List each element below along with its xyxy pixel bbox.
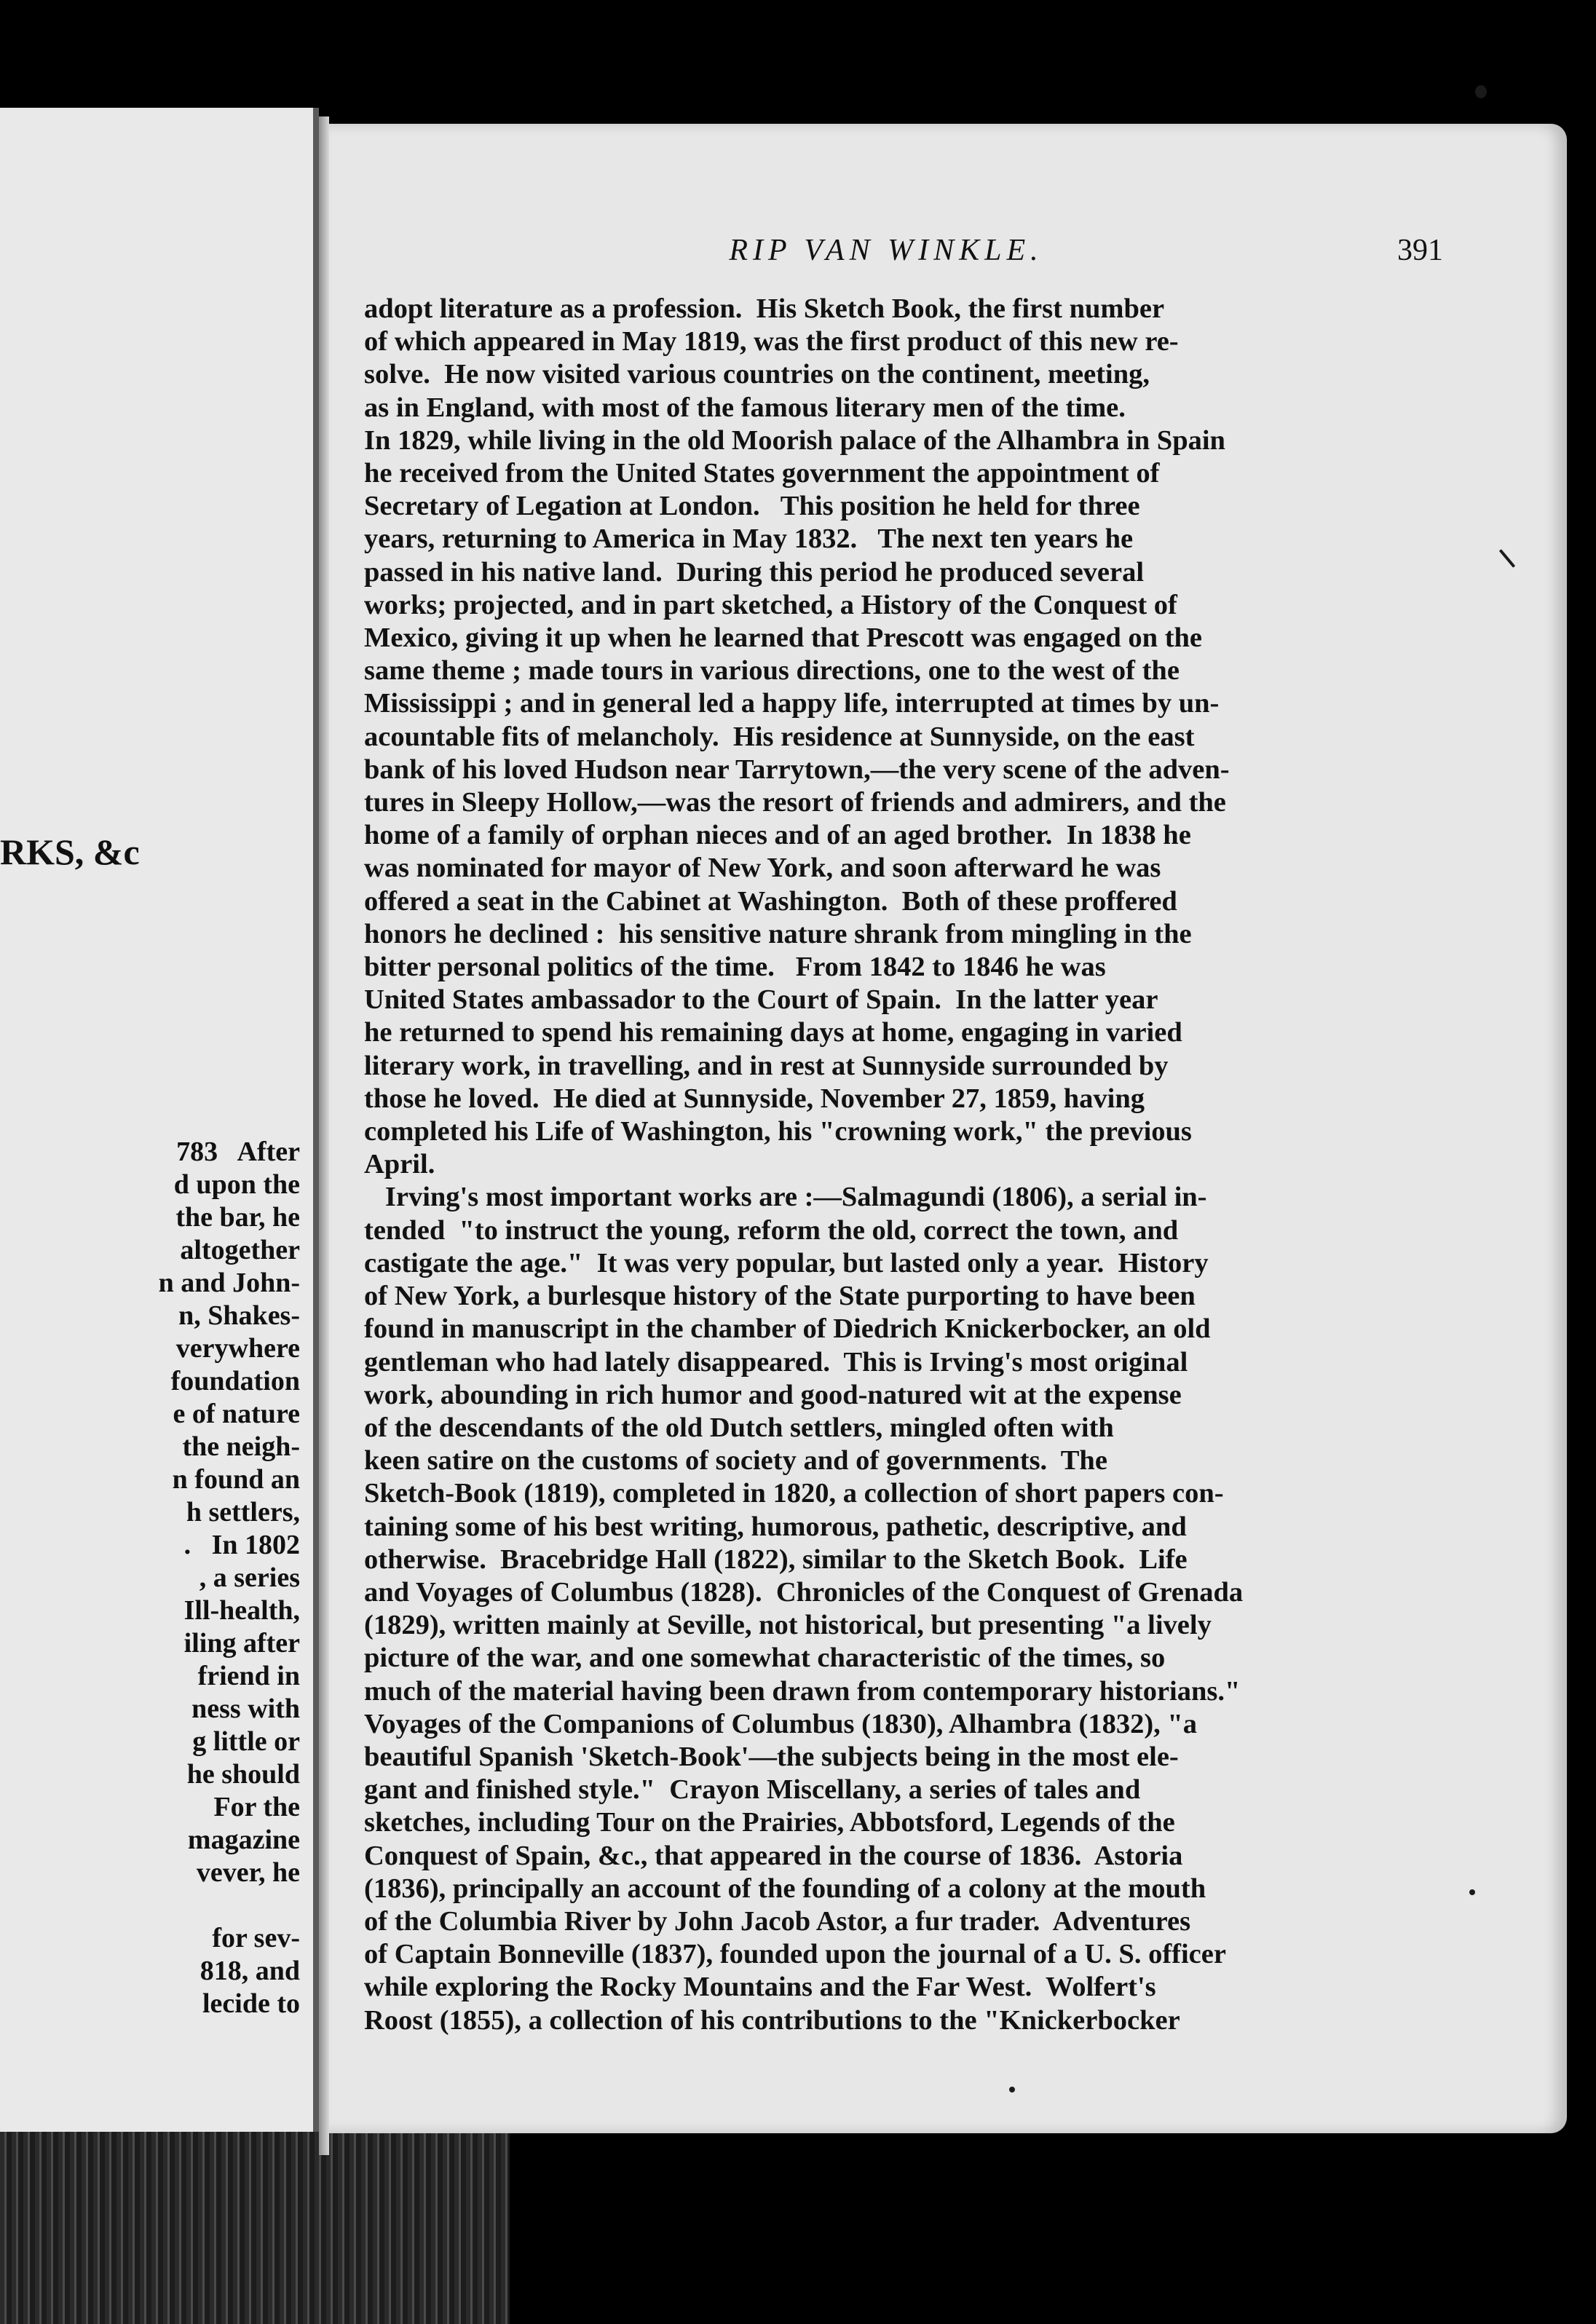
text-line: of New York, a burlesque history of the State purporting to have been xyxy=(364,1281,1196,1312)
text-line: In 1829, while living in the old Moorish palace of the Alhambra in Spain xyxy=(364,424,1225,456)
left-text-line: iling after xyxy=(183,1628,300,1659)
ink-spot xyxy=(1475,85,1487,98)
body-text xyxy=(364,293,1449,2037)
left-text-line: . In 1802 xyxy=(183,1530,300,1560)
page-number: 391 xyxy=(1397,234,1443,267)
text-line: Irving's most important works are :—Salmagundi (1806), a serial in- xyxy=(364,1182,1207,1213)
text-line: of Captain Bonneville (1837), founded upon the journal of a U. S. officer xyxy=(364,1939,1226,1970)
text-line: gant and finished style." Crayon Miscellany, a series of tales and xyxy=(364,1774,1141,1806)
text-line: honors he declined : his sensitive nature shrank from mingling in the xyxy=(364,918,1192,949)
left-text-line: d upon the xyxy=(173,1169,300,1200)
running-title: RIP VAN WINKLE. xyxy=(729,234,1043,267)
text-line: Mexico, giving it up when he learned that Prescott was engaged on the xyxy=(364,622,1203,654)
text-line: works; projected, and in part sketched, a History of the Conquest of xyxy=(364,589,1177,620)
text-line: Sketch-Book (1819), completed in 1820, a collection of short papers con- xyxy=(364,1478,1224,1509)
text-line: April. xyxy=(364,1149,435,1180)
text-line: adopt literature as a profession. His Sketch Book, the first number xyxy=(364,293,1165,324)
left-text-line: magazine xyxy=(187,1825,300,1855)
left-text-line: altogether xyxy=(173,1235,300,1265)
left-text-line: 783 After xyxy=(176,1137,300,1167)
text-line: of which appeared in May 1819, was the first product of this new re- xyxy=(364,326,1179,357)
left-text-line: the bar, he xyxy=(175,1202,300,1233)
left-text-line: For the xyxy=(213,1792,300,1822)
text-line: sketches, including Tour on the Prairies, Abbotsford, Legends of the xyxy=(364,1807,1175,1838)
text-line: much of the material having been drawn from contemporary historians." xyxy=(364,1675,1241,1707)
text-line: tures in Sleepy Hollow,—was the resort of friends and admirers, and the xyxy=(364,787,1226,818)
text-line: beautiful Spanish 'Sketch-Book'—the subjects being in the most ele- xyxy=(364,1741,1179,1772)
text-line: he returned to spend his remaining days at home, engaging in varied xyxy=(364,1017,1182,1048)
left-text-line: vever, he xyxy=(196,1857,300,1888)
text-line: while exploring the Rocky Mountains and the Far West. Wolfert's xyxy=(364,1972,1156,2003)
left-text-line: he should xyxy=(186,1759,300,1790)
left-text-line: for sev- xyxy=(212,1923,300,1953)
right-page xyxy=(329,124,1567,2133)
text-line: literary work, in travelling, and in rest at Sunnyside surrounded by xyxy=(364,1050,1169,1081)
left-text-line: h settlers, xyxy=(186,1497,300,1527)
text-line: solve. He now visited various countries on the continent, meeting, xyxy=(364,359,1150,390)
text-line: Mississippi ; and in general led a happy life, interrupted at times by un- xyxy=(364,688,1220,719)
left-page-text-fragment xyxy=(159,1136,300,2020)
left-page xyxy=(0,108,319,2132)
text-line: otherwise. Bracebridge Hall (1822), similar to the Sketch Book. Life xyxy=(364,1544,1188,1575)
left-text-line: , a series xyxy=(199,1562,300,1593)
left-text-line: n and John- xyxy=(158,1268,300,1298)
text-line: castigate the age." It was very popular, but lasted only a year. History xyxy=(364,1247,1209,1278)
left-text-line: the neigh- xyxy=(175,1431,300,1462)
text-line: of the descendants of the old Dutch settlers, mingled often with xyxy=(364,1412,1114,1443)
left-text-line: 818, and xyxy=(200,1956,300,1986)
left-text-line: g little or xyxy=(192,1726,300,1757)
left-text-line: lecide to xyxy=(202,1988,300,2019)
text-line: taining some of his best writing, humorous, pathetic, descriptive, and xyxy=(364,1511,1187,1542)
text-line: as in England, with most of the famous literary men of the time. xyxy=(364,392,1126,423)
text-line: keen satire on the customs of society and of governments. The xyxy=(364,1445,1107,1477)
left-text-line: e of nature xyxy=(173,1399,300,1429)
text-line: and Voyages of Columbus (1828). Chronicles of the Conquest of Grenada xyxy=(364,1576,1244,1608)
text-line: acountable fits of melancholy. His residence at Sunnyside, on the east xyxy=(364,721,1195,752)
text-line: passed in his native land. During this period he produced several xyxy=(364,556,1145,588)
text-line: Voyages of the Companions of Columbus (1830), Alhambra (1832), "a xyxy=(364,1708,1198,1739)
text-line: Roost (1855), a collection of his contributions to the "Knickerbocker xyxy=(364,2004,1180,2036)
text-line: he received from the United States government the appointment of xyxy=(364,458,1160,489)
ink-spot xyxy=(1009,2087,1015,2092)
text-line: tended "to instruct the young, reform the old, correct the town, and xyxy=(364,1214,1179,1246)
left-text-line: verywhere xyxy=(175,1333,300,1364)
left-text-line: foundation xyxy=(170,1366,300,1396)
page-gutter xyxy=(319,116,329,2155)
text-line: same theme ; made tours in various directions, one to the west of the xyxy=(364,655,1180,687)
left-text-line: n found an xyxy=(172,1464,300,1495)
text-line: found in manuscript in the chamber of Diedrich Knickerbocker, an old xyxy=(364,1313,1211,1345)
text-line: bitter personal politics of the time. From 1842 to 1846 he was xyxy=(364,952,1106,983)
text-line: Conquest of Spain, &c., that appeared in the course of 1836. Astoria xyxy=(364,1840,1183,1871)
text-line: (1829), written mainly at Seville, not historical, but presenting "a lively xyxy=(364,1610,1212,1641)
left-text-line: friend in xyxy=(191,1661,300,1691)
text-line: years, returning to America in May 1832. The next ten years he xyxy=(364,523,1134,555)
text-line: offered a seat in the Cabinet at Washington. Both of these proffered xyxy=(364,885,1177,917)
text-line: was nominated for mayor of New York, and soon afterward he was xyxy=(364,853,1161,884)
text-line: home of a family of orphan nieces and of an aged brother. In 1838 he xyxy=(364,820,1191,851)
ink-spot xyxy=(1469,1889,1475,1895)
text-line: bank of his loved Hudson near Tarrytown,—the very scene of the adven- xyxy=(364,754,1230,785)
text-line: United States ambassador to the Court of Spain. In the latter year xyxy=(364,984,1158,1016)
text-line: completed his Life of Washington, his "crowning work," the previous xyxy=(364,1116,1192,1147)
left-text-line: Ill-health, xyxy=(183,1595,300,1626)
text-line: picture of the war, and one somewhat characteristic of the times, so xyxy=(364,1643,1166,1674)
running-head xyxy=(329,233,1443,277)
text-line: gentleman who had lately disappeared. This is Irving's most original xyxy=(364,1346,1188,1378)
left-page-heading-fragment: RKS, &c xyxy=(0,831,140,872)
text-line: work, abounding in rich humor and good-natured wit at the expense xyxy=(364,1379,1182,1410)
text-line: those he loved. He died at Sunnyside, November 27, 1859, having xyxy=(364,1083,1145,1114)
left-text-line: n, Shakes- xyxy=(178,1300,300,1331)
text-line: Secretary of Legation at London. This position he held for three xyxy=(364,491,1140,522)
text-line: of the Columbia River by John Jacob Astor, a fur trader. Adventures xyxy=(364,1905,1191,1937)
text-line: (1836), principally an account of the founding of a colony at the mouth xyxy=(364,1873,1206,1904)
book-spine-cloth xyxy=(0,2126,510,2324)
left-text-line: ness with xyxy=(191,1693,300,1724)
